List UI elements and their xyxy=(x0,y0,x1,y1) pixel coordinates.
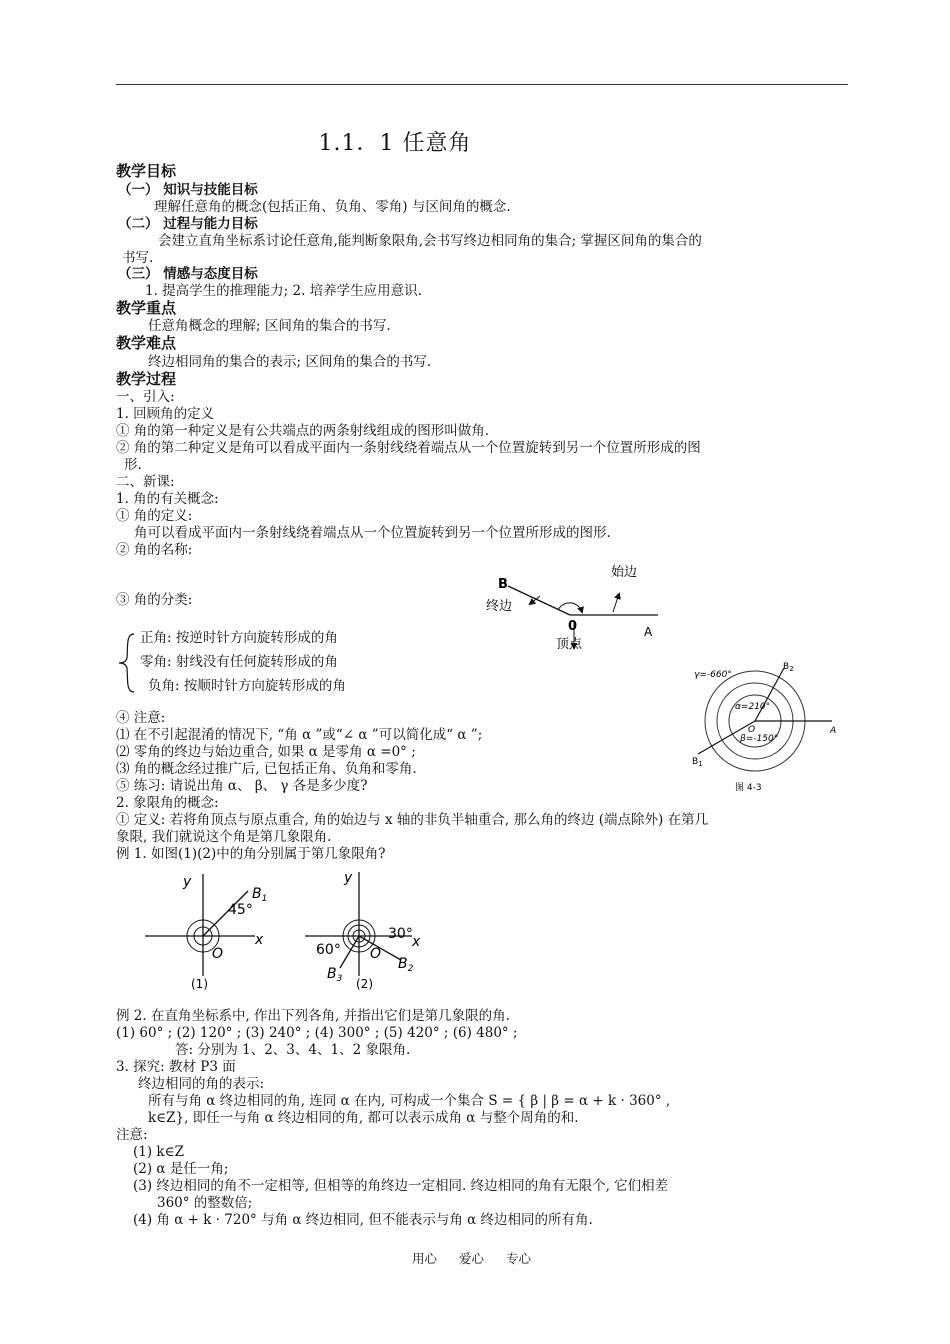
label-A: A xyxy=(644,625,653,639)
text-attention: 注意: xyxy=(116,1127,148,1143)
text-attitude: 1. 提高学生的推理能力; 2. 培养学生应用意识. xyxy=(145,283,422,299)
label-end-side: 终边 xyxy=(486,599,513,614)
text-notice: ④ 注意: xyxy=(116,710,166,726)
heading-process: 教学过程 xyxy=(116,370,177,388)
fig1-angle-label: 45° xyxy=(228,902,253,918)
figure-4-3 xyxy=(680,656,850,796)
label-vertex: 顶点 xyxy=(556,637,583,652)
text-review: 1. 回顾角的定义 xyxy=(116,406,215,422)
heading-difficulty: 教学难点 xyxy=(116,334,177,352)
text-example-2: 例 2. 在直角坐标系中, 作出下列各角, 并指出它们是第几象限的角. xyxy=(116,1008,510,1024)
text-quadrant-concept: 2. 象限角的概念: xyxy=(116,795,219,811)
text-coterminal-title: 终边相同的角的表示: xyxy=(138,1076,265,1092)
text-knowledge: 理解任意角的概念(包括正角、负角、零角) 与区间角的概念. xyxy=(154,199,511,215)
fig1-y-label: y xyxy=(183,874,192,890)
text-def2: ② 角的第二种定义是角可以看成平面内一条射线绕着端点从一个位置旋转到另一个位置所形成的图 xyxy=(116,440,701,456)
fig2-caption: (2) xyxy=(356,977,373,991)
text-quadrant-def-1: ① 定义: 若将角顶点与原点重合, 角的始边与 x 轴的非负半轴重合, 那么角的终边 (端点除外) 在第几 xyxy=(116,812,709,828)
text-def2-cont: 形. xyxy=(124,457,142,473)
text-negative-angle: 负角: 按顺时针方向旋转形成的角 xyxy=(148,678,346,694)
brace-icon xyxy=(116,632,140,694)
fig2-B3-label: $B_3$ xyxy=(327,966,343,984)
text-attention-1: (1) k∈Z xyxy=(133,1144,184,1160)
fig2-x-label: x xyxy=(412,934,421,950)
text-notice-1: ⑴ 在不引起混淆的情况下, “角 α ”或“∠ α ”可以简化成“ α ”; xyxy=(116,727,483,743)
fig1-x-label: x xyxy=(255,932,264,948)
text-example-2-answer: 答: 分别为 1、2、3、4、1、2 象限角. xyxy=(175,1042,411,1058)
fig2-angle-30: 30° xyxy=(388,926,413,942)
text-process-2: 书写. xyxy=(122,250,154,266)
text-exercise: ⑤ 练习: 请说出角 α、 β、 γ 各是多少度? xyxy=(116,778,368,794)
label-B: B xyxy=(498,577,508,592)
fig43-alpha: α=210° xyxy=(735,702,771,712)
text-attention-4: (4) 角 α + k · 720° 与角 α 终边相同, 但不能表示与角 α 终边相同的所有角. xyxy=(133,1212,593,1228)
text-positive-angle: 正角: 按逆时针方向旋转形成的角 xyxy=(140,630,338,646)
fig43-A: A xyxy=(830,726,837,736)
fig43-caption: 图 4-3 xyxy=(735,783,762,793)
text-def1: ① 角的第一种定义是有公共端点的两条射线组成的图形叫做角. xyxy=(116,423,490,439)
text-concepts: 1. 角的有关概念: xyxy=(116,491,219,507)
text-newclass: 二、新课: xyxy=(116,474,175,490)
text-angle-def-body: 角可以看成平面内一条射线绕着端点从一个位置旋转到另一个位置所形成的图形. xyxy=(134,525,611,541)
text-angle-def: ① 角的定义: xyxy=(116,508,193,524)
text-example-1: 例 1. 如图(1)(2)中的角分别属于第几象限角? xyxy=(116,846,386,862)
text-angle-name: ② 角的名称: xyxy=(116,542,193,558)
fig43-gamma: γ=-660° xyxy=(694,670,732,680)
page-footer: 用心 爱心 专心 xyxy=(412,1251,531,1266)
page-title: 1.1．1 任意角 xyxy=(318,131,472,156)
text-focus: 任意角概念的理解; 区间角的集合的书写. xyxy=(148,318,391,334)
example-figure-2 xyxy=(300,866,435,996)
heading-focus: 教学重点 xyxy=(116,299,177,317)
label-O: 0 xyxy=(568,619,578,634)
text-attention-2: (2) α 是任一角; xyxy=(133,1161,229,1177)
text-example-2-items: (1) 60° ; (2) 120° ; (3) 240° ; (4) 300° ; (5) 420° ; (6) 480° ; xyxy=(116,1025,518,1041)
text-process-1: 会建立直角坐标系讨论任意角,能判断象限角,会书写终边相同角的集合; 掌握区间角的集合的 xyxy=(158,233,702,249)
text-intro: 一、引入: xyxy=(116,389,175,405)
header-rule xyxy=(116,84,848,85)
text-attention-3: (3) 终边相同的角不一定相等, 但相等的角终边一定相同. 终边相同的角有无限个, 它们相差 xyxy=(133,1178,669,1194)
subheading-knowledge: （一） 知识与技能目标 xyxy=(118,182,258,198)
fig2-B2-label: $B_2$ xyxy=(398,956,414,974)
terminal-ray xyxy=(508,586,570,615)
fig43-O: O xyxy=(748,725,756,735)
subheading-attitude: （三） 情感与态度目标 xyxy=(118,266,258,282)
start-arrow-icon xyxy=(613,594,619,612)
fig2-O-label: O xyxy=(370,946,382,962)
text-angle-class: ③ 角的分类: xyxy=(116,592,193,608)
subheading-process: （二） 过程与能力目标 xyxy=(118,216,258,232)
heading-objectives: 教学目标 xyxy=(116,162,177,180)
fig1-O-label: O xyxy=(212,946,224,962)
fig1-B-label: $B_1$ xyxy=(252,886,268,904)
fig1-caption: (1) xyxy=(191,977,208,991)
example-figure-1 xyxy=(140,866,275,996)
text-difficulty: 终边相同角的集合的表示; 区间角的集合的书写. xyxy=(148,354,432,370)
label-start-side: 始边 xyxy=(611,565,638,580)
fig43-B2: $B_2$ xyxy=(783,662,794,673)
angle-name-figure xyxy=(478,556,668,656)
text-coterminal-2: k∈Z}, 即任一与角 α 终边相同的角, 都可以表示成角 α 与整个周角的和. xyxy=(148,1110,579,1126)
fig2-y-label: y xyxy=(344,870,353,886)
text-explore: 3. 探究: 教材 P3 面 xyxy=(116,1059,236,1075)
text-zero-angle: 零角: 射线没有任何旋转形成的角 xyxy=(140,654,338,670)
fig2-angle-60: 60° xyxy=(316,942,341,958)
text-coterminal-1: 所有与角 α 终边相同的角, 连同 α 在内, 可构成一个集合 S = { β | β = α + k · 360° , xyxy=(148,1093,671,1109)
text-quadrant-def-2: 象限, 我们就说这个角是第几象限角. xyxy=(116,829,332,845)
fig43-B1: $B_1$ xyxy=(692,757,703,768)
fig43-beta: β=-150° xyxy=(740,734,779,744)
text-attention-3-cont: 360° 的整数倍; xyxy=(157,1195,253,1211)
text-notice-2: ⑵ 零角的终边与始边重合, 如果 α 是零角 α =0° ; xyxy=(116,744,416,760)
text-notice-3: ⑶ 角的概念经过推广后, 已包括正角、负角和零角. xyxy=(116,761,417,777)
